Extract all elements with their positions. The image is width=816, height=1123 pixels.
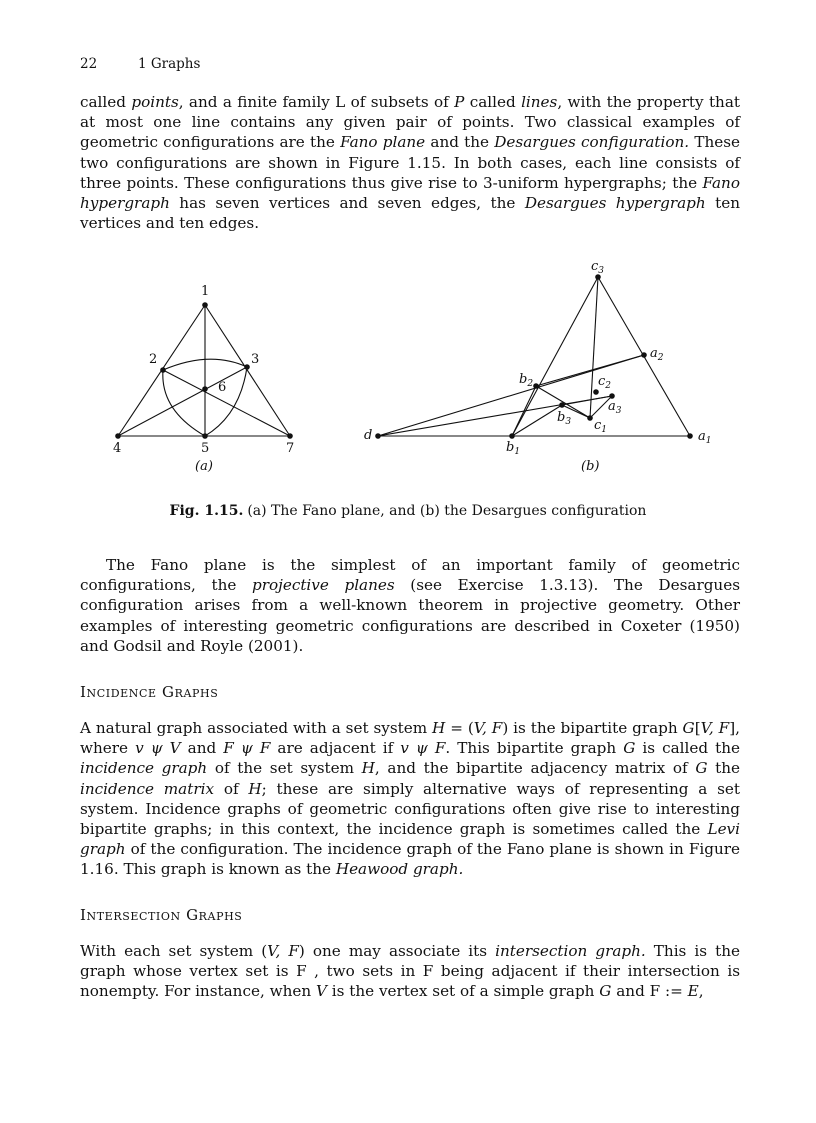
caption-text: (a) The Fano plane, and (b) the Desargues configuration [247,503,647,519]
caption-label: Fig. 1.15. [169,503,244,519]
paragraph-configurations: called points, and a finite family L of subsets of P called lines, with the property that at most one line contains any given pair of points. Two classical examples of geometric configurations are the Fano plane and the Desargues configuration. These two configurations are shown in Figure 1.15. In both cases, each line consists of three points. These configurations thus give rise to 3-uniform hypergraphs; the Fano hypergraph has seven vertices and seven edges, the Desargues hypergraph ten vertices and ten edges. [80,93,741,233]
page-number: 22 [80,56,98,72]
fano-label-1: 1 [201,284,210,299]
label-a1: $a_1$ [698,429,712,446]
label-c1: $c_1$ [594,418,608,435]
label-b1: $b_1$ [506,440,521,457]
figure-caption [0,503,816,519]
desargues-sublabel: (b) [581,459,600,474]
fano-label-3: 3 [251,352,260,367]
label-d: d [364,428,373,443]
label-a3: $a_3$ [608,399,622,416]
fano-label-2: 2 [149,352,158,367]
section-heading-incidence-graphs: Incidence Graphs [80,683,219,701]
paragraph-fano-plane: The Fano plane is the simplest of an important family of geometric configurations, the projective planes (see Exercise 1.3.13). The Desargues configuration arises from a well-known theorem in projective geometry. Other examples of interesting geometric configurations are described in Coxeter (1950) and Godsil and Royle (2001). [80,556,740,655]
label-b3: $b_3$ [557,410,572,427]
desargues-points [375,274,693,439]
running-header [80,56,200,72]
label-b2: $b_2$ [519,372,534,389]
fano-sublabel: (a) [195,459,213,474]
figure-1-15 [0,250,816,490]
fano-label-7: 7 [286,441,295,456]
fano-label-4: 4 [113,441,122,456]
label-c2: $c_2$ [598,374,612,391]
fano-label-5: 5 [201,441,210,456]
fano-plane-diagram [118,305,290,436]
label-c3: $c_3$ [591,259,605,276]
fano-points [115,302,293,439]
label-a2: $a_2$ [650,346,664,363]
paragraph-intersection-graphs: With each set system (V, F) one may associate its intersection graph. This is the graph whose vertex set is F , two sets in F being adjacent if their intersection is nonempty. For instance, when V is the vertex set of a simple graph G and F := E, [80,942,740,1001]
chapter-title: 1 Graphs [138,56,201,72]
section-heading-intersection-graphs: Intersection Graphs [80,906,243,924]
fano-label-6: 6 [218,380,227,395]
paragraph-incidence-graphs: A natural graph associated with a set system H = (V, F) is the bipartite graph G[V, F], where v ψ V and F ψ F are adjacent if v ψ F. This bipartite graph G is called the incidence graph of the set system H, and the bipartite adjacency matrix of G the incidence matrix of H; these are simply alternative ways of representing a set system. Incidence graphs of geometric configurations often give rise to interesting bipartite graphs; in this context, the incidence graph is sometimes called the Levi graph of the configuration. The incidence graph of the Fano plane is shown in Figure 1.16. This graph is known as the Heawood graph. [80,719,741,879]
